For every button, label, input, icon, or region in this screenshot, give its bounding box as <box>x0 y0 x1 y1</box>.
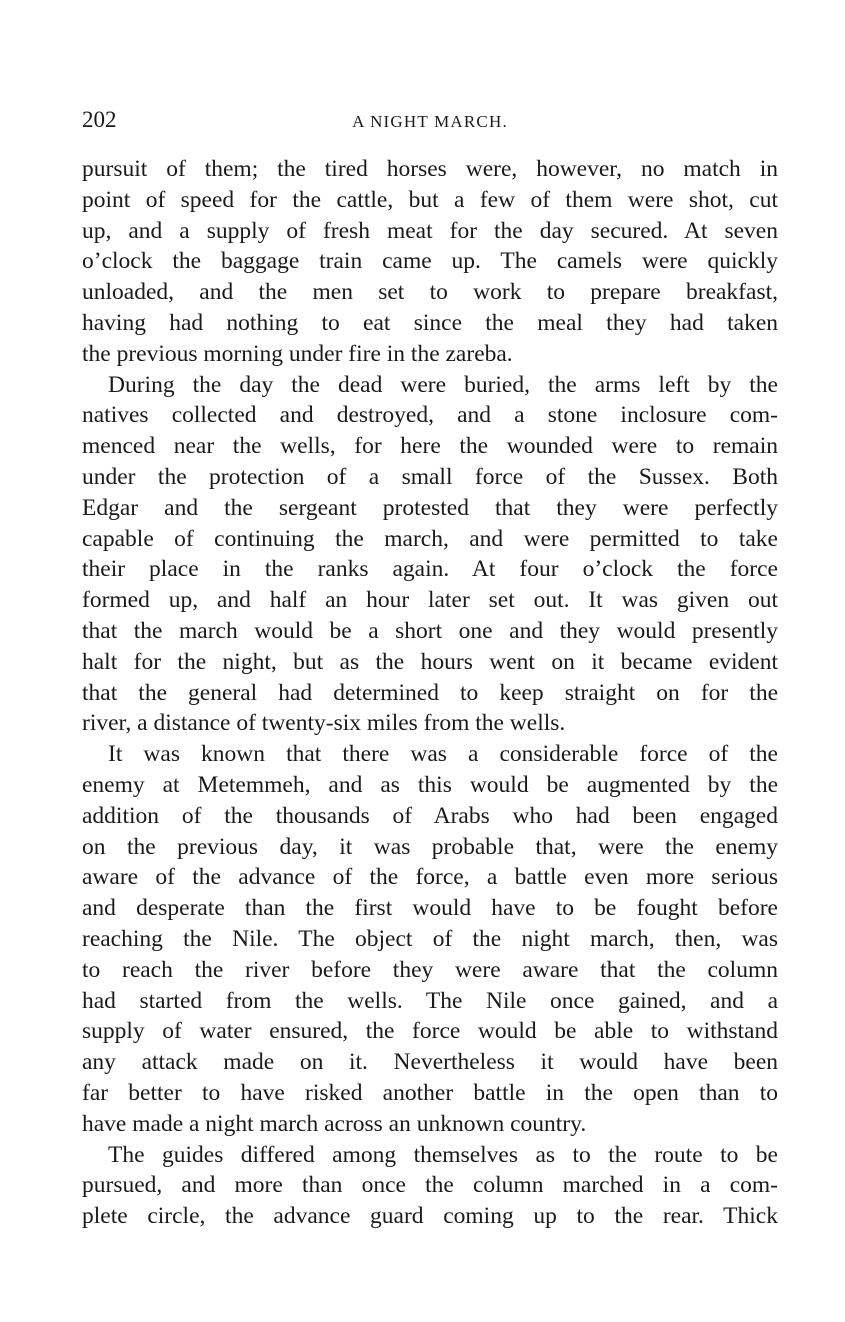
text-line: their place in the ranks again. At four o’clock the force <box>82 556 778 583</box>
text-line: pursuit of them; the tired horses were, however, no match in <box>82 156 778 182</box>
text-line: menced near the wells, for here the wounded were to remain <box>82 433 778 460</box>
text-line: having had nothing to eat since the meal they had taken <box>82 309 778 336</box>
text-line: natives collected and destroyed, and a stone inclosure com- <box>82 402 778 429</box>
text-line: had started from the wells. The Nile once gained, and a <box>82 987 778 1014</box>
text-line: enemy at Metemmeh, and as this would be augmented by the <box>82 771 778 798</box>
text-line: halt for the night, but as the hours went on it became evident <box>82 648 778 675</box>
text-line: unloaded, and the men set to work to prepare breakfast, <box>82 279 778 306</box>
text-line: formed up, and half an hour later set out. It was given out <box>82 587 778 614</box>
text-line: o’clock the baggage train came up. The camels were quickly <box>82 248 778 275</box>
text-line: under the protection of a small force of the Sussex. Both <box>82 463 778 490</box>
paragraph <box>82 739 778 1139</box>
text-line: Edgar and the sergeant protested that they were perfectly <box>82 494 778 521</box>
text-line: During the day the dead were buried, the arms left by the <box>108 371 778 398</box>
text-line: have made a night march across an unknown country. <box>82 1110 587 1137</box>
text-line: river, a distance of twenty-six miles from the wells. <box>82 710 566 737</box>
body-text <box>82 154 778 1232</box>
text-line: plete circle, the advance guard coming up to the rear. Thick <box>82 1203 778 1230</box>
text-line: It was known that there was a considerable force of the <box>108 741 778 768</box>
text-line: supply of water ensured, the force would be able to withstand <box>82 1018 778 1045</box>
text-line: pursued, and more than once the column marched in a com- <box>82 1172 778 1199</box>
text-line: on the previous day, it was probable that, were the enemy <box>82 833 778 860</box>
text-line: point of speed for the cattle, but a few of them were shot, cut <box>82 186 778 213</box>
text-line: capable of continuing the march, and were permitted to take <box>82 525 778 552</box>
text-line: aware of the advance of the force, a battle even more serious <box>82 864 778 891</box>
paragraph <box>82 1140 778 1232</box>
page-header <box>82 104 778 136</box>
running-title: A NIGHT MARCH. <box>352 112 508 131</box>
text-line: far better to have risked another battle in the open than to <box>82 1079 778 1106</box>
text-line: the previous morning under fire in the zareba. <box>82 340 513 367</box>
text-line: any attack made on it. Nevertheless it would have been <box>82 1049 778 1076</box>
text-line: and desperate than the first would have to be fought before <box>82 895 778 922</box>
page-number: 202 <box>82 107 117 132</box>
text-line: that the march would be a short one and they would presently <box>82 617 778 644</box>
text-line: up, and a supply of fresh meat for the day secured. At seven <box>82 217 778 244</box>
paragraph <box>82 370 778 740</box>
text-line: that the general had determined to keep straight on for the <box>82 679 778 706</box>
text-line: addition of the thousands of Arabs who had been engaged <box>82 802 778 829</box>
text-line: to reach the river before they were aware that the column <box>82 956 778 983</box>
paragraph <box>82 154 778 370</box>
text-line: reaching the Nile. The object of the night march, then, was <box>82 925 778 952</box>
text-line: The guides differed among themselves as to the route to be <box>108 1141 778 1168</box>
